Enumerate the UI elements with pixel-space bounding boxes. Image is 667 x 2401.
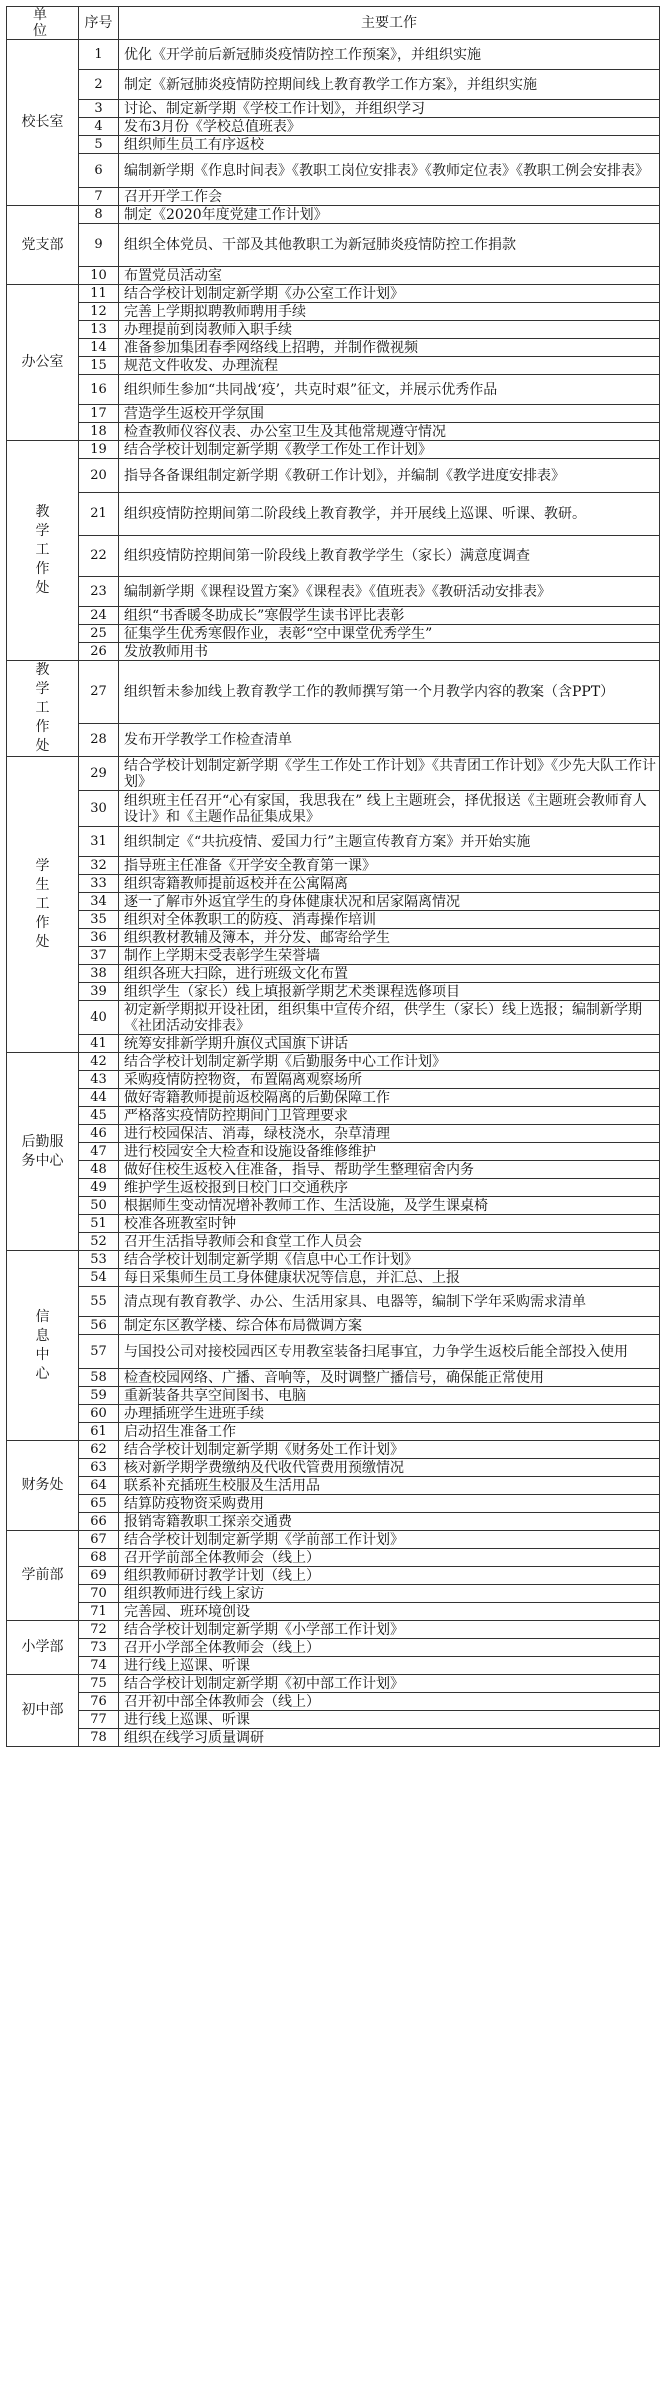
task-text: 规范文件收发、办理流程 xyxy=(119,357,660,375)
task-number: 22 xyxy=(79,536,119,577)
unit-cell: 信息中心 xyxy=(7,1251,79,1441)
task-number: 41 xyxy=(79,1035,119,1053)
task-text: 发布3月份《学校总值班表》 xyxy=(119,118,660,136)
work-plan-table xyxy=(6,6,660,1747)
table-row xyxy=(7,1711,660,1729)
task-number: 31 xyxy=(79,827,119,857)
task-number: 19 xyxy=(79,441,119,459)
table-row xyxy=(7,875,660,893)
task-text: 布置党员活动室 xyxy=(119,267,660,285)
unit-cell: 后勤服务中心 xyxy=(7,1053,79,1251)
task-number: 17 xyxy=(79,405,119,423)
table-row xyxy=(7,577,660,607)
task-text: 进行线上巡课、听课 xyxy=(119,1711,660,1729)
task-number: 12 xyxy=(79,303,119,321)
task-text: 联系补充插班生校服及生活用品 xyxy=(119,1477,660,1495)
table-row xyxy=(7,983,660,1001)
table-row xyxy=(7,1317,660,1335)
task-number: 59 xyxy=(79,1387,119,1405)
task-number: 10 xyxy=(79,267,119,285)
task-number: 76 xyxy=(79,1693,119,1711)
task-number: 66 xyxy=(79,1513,119,1531)
task-text: 采购疫情防控物资，布置隔离观察场所 xyxy=(119,1071,660,1089)
table-row xyxy=(7,1035,660,1053)
task-text: 重新装备共享空间图书、电脑 xyxy=(119,1387,660,1405)
task-text: 每日采集师生员工身体健康状况等信息，并汇总、上报 xyxy=(119,1269,660,1287)
header-task: 主要工作 xyxy=(119,7,660,40)
table-row xyxy=(7,459,660,493)
table-row xyxy=(7,40,660,70)
unit-cell: 学生工作处 xyxy=(7,757,79,1053)
task-text: 办理插班学生进班手续 xyxy=(119,1405,660,1423)
task-text: 指导各备课组制定新学期《教研工作计划》，并编制《教学进度安排表》 xyxy=(119,459,660,493)
unit-cell: 学前部 xyxy=(7,1531,79,1621)
task-number: 72 xyxy=(79,1621,119,1639)
table-row xyxy=(7,791,660,827)
table-row xyxy=(7,1639,660,1657)
table-row xyxy=(7,441,660,459)
task-text: 召开开学工作会 xyxy=(119,188,660,206)
task-text: 组织师生员工有序返校 xyxy=(119,136,660,154)
task-number: 77 xyxy=(79,1711,119,1729)
table-row xyxy=(7,607,660,625)
task-text: 结算防疫物资采购费用 xyxy=(119,1495,660,1513)
table-row xyxy=(7,929,660,947)
table-row xyxy=(7,661,660,724)
task-text: 做好寄籍教师提前返校隔离的后勤保障工作 xyxy=(119,1089,660,1107)
task-text: 结合学校计划制定新学期《学前部工作计划》 xyxy=(119,1531,660,1549)
task-number: 56 xyxy=(79,1317,119,1335)
task-number: 18 xyxy=(79,423,119,441)
task-number: 1 xyxy=(79,40,119,70)
task-text: 严格落实疫情防控期间门卫管理要求 xyxy=(119,1107,660,1125)
table-row xyxy=(7,405,660,423)
task-text: 核对新学期学费缴纳及代收代管费用预缴情况 xyxy=(119,1459,660,1477)
table-row xyxy=(7,100,660,118)
task-text: 组织“书香暖冬助成长”寒假学生读书评比表彰 xyxy=(119,607,660,625)
task-number: 50 xyxy=(79,1197,119,1215)
task-text: 组织师生参加“共同战‘疫’，共克时艰”征文，并展示优秀作品 xyxy=(119,375,660,405)
table-row xyxy=(7,893,660,911)
table-row xyxy=(7,857,660,875)
task-text: 结合学校计划制定新学期《办公室工作计划》 xyxy=(119,285,660,303)
table-row xyxy=(7,965,660,983)
table-row xyxy=(7,1143,660,1161)
task-text: 进行线上巡课、听课 xyxy=(119,1657,660,1675)
task-number: 5 xyxy=(79,136,119,154)
work-plan-sheet xyxy=(6,6,659,1747)
task-number: 73 xyxy=(79,1639,119,1657)
task-number: 16 xyxy=(79,375,119,405)
task-number: 55 xyxy=(79,1287,119,1317)
table-row xyxy=(7,536,660,577)
table-row xyxy=(7,493,660,536)
task-number: 57 xyxy=(79,1335,119,1369)
task-number: 27 xyxy=(79,661,119,724)
table-row xyxy=(7,1071,660,1089)
header-row xyxy=(7,7,660,40)
task-text: 组织制定《“共抗疫情、爱国力行”主题宣传教育方案》并开始实施 xyxy=(119,827,660,857)
task-number: 70 xyxy=(79,1585,119,1603)
table-row xyxy=(7,423,660,441)
task-text: 准备参加集团春季网络线上招聘，并制作微视频 xyxy=(119,339,660,357)
task-text: 清点现有教育教学、办公、生活用家具、电器等，编制下学年采购需求清单 xyxy=(119,1287,660,1317)
task-number: 60 xyxy=(79,1405,119,1423)
table-row xyxy=(7,1369,660,1387)
unit-cell: 财务处 xyxy=(7,1441,79,1531)
unit-cell: 教学工作处 xyxy=(7,441,79,661)
unit-cell: 办公室 xyxy=(7,285,79,441)
unit-cell: 教学工作处 xyxy=(7,661,79,757)
table-row xyxy=(7,70,660,100)
task-text: 召开生活指导教师会和食堂工作人员会 xyxy=(119,1233,660,1251)
task-text: 维护学生返校报到日校门口交通秩序 xyxy=(119,1179,660,1197)
table-row xyxy=(7,757,660,791)
task-number: 45 xyxy=(79,1107,119,1125)
table-row xyxy=(7,1459,660,1477)
table-row xyxy=(7,154,660,188)
table-row xyxy=(7,1269,660,1287)
table-row xyxy=(7,1513,660,1531)
table-row xyxy=(7,1089,660,1107)
task-text: 组织教师研讨教学计划（线上） xyxy=(119,1567,660,1585)
header-number: 序号 xyxy=(79,7,119,40)
table-row xyxy=(7,285,660,303)
table-row xyxy=(7,1495,660,1513)
task-text: 指导班主任准备《开学安全教育第一课》 xyxy=(119,857,660,875)
table-row xyxy=(7,1387,660,1405)
task-text: 召开学前部全体教师会（线上） xyxy=(119,1549,660,1567)
task-text: 结合学校计划制定新学期《信息中心工作计划》 xyxy=(119,1251,660,1269)
table-row xyxy=(7,1549,660,1567)
task-text: 组织班主任召开“心有家国，我思我在” 线上主题班会，择优报送《主题班会教师育人设计》和《主题作品征集成果》 xyxy=(119,791,660,827)
task-text: 组织教材教辅及簿本，并分发、邮寄给学生 xyxy=(119,929,660,947)
task-text: 组织对全体教职工的防疫、消毒操作培训 xyxy=(119,911,660,929)
task-text: 根据师生变动情况增补教师工作、生活设施，及学生课桌椅 xyxy=(119,1197,660,1215)
table-row xyxy=(7,1179,660,1197)
table-row xyxy=(7,1053,660,1071)
task-text: 逐一了解市外返宜学生的身体健康状况和居家隔离情况 xyxy=(119,893,660,911)
task-number: 78 xyxy=(79,1729,119,1747)
task-number: 33 xyxy=(79,875,119,893)
header-unit: 单 位 xyxy=(7,7,79,40)
task-number: 15 xyxy=(79,357,119,375)
task-text: 制定《新冠肺炎疫情防控期间线上教育教学工作方案》，并组织实施 xyxy=(119,70,660,100)
task-text: 启动招生准备工作 xyxy=(119,1423,660,1441)
task-number: 62 xyxy=(79,1441,119,1459)
task-number: 61 xyxy=(79,1423,119,1441)
table-row xyxy=(7,1287,660,1317)
task-number: 6 xyxy=(79,154,119,188)
task-number: 37 xyxy=(79,947,119,965)
task-text: 组织各班大扫除，进行班级文化布置 xyxy=(119,965,660,983)
table-row xyxy=(7,357,660,375)
unit-cell: 校长室 xyxy=(7,40,79,206)
task-number: 8 xyxy=(79,206,119,224)
task-text: 进行校园安全大检查和设施设备维修维护 xyxy=(119,1143,660,1161)
task-number: 47 xyxy=(79,1143,119,1161)
task-number: 49 xyxy=(79,1179,119,1197)
task-text: 征集学生优秀寒假作业，表彰“空中课堂优秀学生” xyxy=(119,625,660,643)
task-text: 结合学校计划制定新学期《学生工作处工作计划》《共青团工作计划》《少先大队工作计划》 xyxy=(119,757,660,791)
task-number: 53 xyxy=(79,1251,119,1269)
table-row xyxy=(7,911,660,929)
table-row xyxy=(7,1657,660,1675)
task-text: 组织寄籍教师提前返校并在公寓隔离 xyxy=(119,875,660,893)
task-text: 组织教师进行线上家访 xyxy=(119,1585,660,1603)
table-body xyxy=(7,40,660,1747)
task-number: 54 xyxy=(79,1269,119,1287)
table-row xyxy=(7,267,660,285)
table-row xyxy=(7,118,660,136)
task-number: 4 xyxy=(79,118,119,136)
table-row xyxy=(7,303,660,321)
table-row xyxy=(7,321,660,339)
table-row xyxy=(7,339,660,357)
task-number: 11 xyxy=(79,285,119,303)
task-text: 结合学校计划制定新学期《后勤服务中心工作计划》 xyxy=(119,1053,660,1071)
task-number: 29 xyxy=(79,757,119,791)
table-row xyxy=(7,1215,660,1233)
table-row xyxy=(7,1567,660,1585)
task-text: 办理提前到岗教师入职手续 xyxy=(119,321,660,339)
task-number: 20 xyxy=(79,459,119,493)
task-number: 51 xyxy=(79,1215,119,1233)
task-number: 58 xyxy=(79,1369,119,1387)
task-number: 68 xyxy=(79,1549,119,1567)
task-number: 74 xyxy=(79,1657,119,1675)
task-text: 优化《开学前后新冠肺炎疫情防控工作预案》，并组织实施 xyxy=(119,40,660,70)
task-number: 42 xyxy=(79,1053,119,1071)
task-text: 召开初中部全体教师会（线上） xyxy=(119,1693,660,1711)
task-text: 编制新学期《课程设置方案》《课程表》《值班表》《教研活动安排表》 xyxy=(119,577,660,607)
task-number: 13 xyxy=(79,321,119,339)
table-row xyxy=(7,723,660,756)
table-row xyxy=(7,1531,660,1549)
table-row xyxy=(7,1603,660,1621)
task-number: 65 xyxy=(79,1495,119,1513)
table-row xyxy=(7,1197,660,1215)
task-text: 组织在线学习质量调研 xyxy=(119,1729,660,1747)
task-number: 48 xyxy=(79,1161,119,1179)
task-number: 14 xyxy=(79,339,119,357)
table-row xyxy=(7,1161,660,1179)
task-number: 75 xyxy=(79,1675,119,1693)
task-text: 制定《2020年度党建工作计划》 xyxy=(119,206,660,224)
task-text: 组织疫情防控期间第一阶段线上教育教学学生（家长）满意度调查 xyxy=(119,536,660,577)
task-number: 25 xyxy=(79,625,119,643)
table-row xyxy=(7,947,660,965)
task-text: 完善园、班环境创设 xyxy=(119,1603,660,1621)
task-text: 组织学生（家长）线上填报新学期艺术类课程选修项目 xyxy=(119,983,660,1001)
task-text: 制作上学期末受表彰学生荣誉墙 xyxy=(119,947,660,965)
task-text: 营造学生返校开学氛围 xyxy=(119,405,660,423)
task-number: 2 xyxy=(79,70,119,100)
task-text: 结合学校计划制定新学期《小学部工作计划》 xyxy=(119,1621,660,1639)
task-text: 发布开学教学工作检查清单 xyxy=(119,723,660,756)
task-number: 23 xyxy=(79,577,119,607)
task-number: 46 xyxy=(79,1125,119,1143)
task-number: 3 xyxy=(79,100,119,118)
task-text: 讨论、制定新学期《学校工作计划》，并组织学习 xyxy=(119,100,660,118)
task-number: 9 xyxy=(79,224,119,267)
table-row xyxy=(7,827,660,857)
task-text: 结合学校计划制定新学期《教学工作处工作计划》 xyxy=(119,441,660,459)
task-number: 26 xyxy=(79,643,119,661)
task-number: 67 xyxy=(79,1531,119,1549)
table-row xyxy=(7,1423,660,1441)
task-number: 32 xyxy=(79,857,119,875)
task-text: 完善上学期拟聘教师聘用手续 xyxy=(119,303,660,321)
task-number: 38 xyxy=(79,965,119,983)
task-number: 69 xyxy=(79,1567,119,1585)
table-row xyxy=(7,1729,660,1747)
task-text: 组织全体党员、干部及其他教职工为新冠肺炎疫情防控工作捐款 xyxy=(119,224,660,267)
task-text: 结合学校计划制定新学期《财务处工作计划》 xyxy=(119,1441,660,1459)
table-row xyxy=(7,1693,660,1711)
task-text: 制定东区教学楼、综合体布局微调方案 xyxy=(119,1317,660,1335)
task-number: 35 xyxy=(79,911,119,929)
table-row xyxy=(7,188,660,206)
table-row xyxy=(7,1585,660,1603)
task-number: 34 xyxy=(79,893,119,911)
unit-cell: 小学部 xyxy=(7,1621,79,1675)
task-number: 39 xyxy=(79,983,119,1001)
table-row xyxy=(7,375,660,405)
task-number: 71 xyxy=(79,1603,119,1621)
table-row xyxy=(7,1233,660,1251)
table-row xyxy=(7,1477,660,1495)
task-text: 检查校园网络、广播、音响等，及时调整广播信号，确保能正常使用 xyxy=(119,1369,660,1387)
table-row xyxy=(7,136,660,154)
task-text: 与国投公司对接校园西区专用教室装备扫尾事宜，力争学生返校后能全部投入使用 xyxy=(119,1335,660,1369)
task-text: 检查教师仪容仪表、办公室卫生及其他常规遵守情况 xyxy=(119,423,660,441)
table-row xyxy=(7,643,660,661)
table-row xyxy=(7,1441,660,1459)
task-number: 7 xyxy=(79,188,119,206)
task-text: 报销寄籍教职工探亲交通费 xyxy=(119,1513,660,1531)
table-row xyxy=(7,224,660,267)
task-text: 校准各班教室时钟 xyxy=(119,1215,660,1233)
table-row xyxy=(7,625,660,643)
task-text: 组织疫情防控期间第二阶段线上教育教学，并开展线上巡课、听课、教研。 xyxy=(119,493,660,536)
task-text: 组织暂未参加线上教育教学工作的教师撰写第一个月教学内容的教案（含PPT） xyxy=(119,661,660,724)
task-number: 21 xyxy=(79,493,119,536)
task-text: 进行校园保洁、消毒，绿枝浇水，杂草清理 xyxy=(119,1125,660,1143)
table-row xyxy=(7,1675,660,1693)
table-row xyxy=(7,1335,660,1369)
table-row xyxy=(7,1125,660,1143)
task-number: 43 xyxy=(79,1071,119,1089)
task-text: 初定新学期拟开设社团，组织集中宣传介绍，供学生（家长）线上选报；编制新学期《社团活动安排表》 xyxy=(119,1001,660,1035)
unit-cell: 初中部 xyxy=(7,1675,79,1747)
task-text: 结合学校计划制定新学期《初中部工作计划》 xyxy=(119,1675,660,1693)
task-number: 63 xyxy=(79,1459,119,1477)
unit-cell: 党支部 xyxy=(7,206,79,285)
task-number: 64 xyxy=(79,1477,119,1495)
task-text: 编制新学期《作息时间表》《教职工岗位安排表》《教师定位表》《教职工例会安排表》 xyxy=(119,154,660,188)
task-number: 52 xyxy=(79,1233,119,1251)
task-text: 召开小学部全体教师会（线上） xyxy=(119,1639,660,1657)
task-number: 28 xyxy=(79,723,119,756)
table-row xyxy=(7,206,660,224)
task-number: 30 xyxy=(79,791,119,827)
table-row xyxy=(7,1405,660,1423)
task-text: 统筹安排新学期升旗仪式国旗下讲话 xyxy=(119,1035,660,1053)
task-number: 24 xyxy=(79,607,119,625)
table-row xyxy=(7,1107,660,1125)
table-row xyxy=(7,1251,660,1269)
task-number: 40 xyxy=(79,1001,119,1035)
table-row xyxy=(7,1621,660,1639)
task-number: 44 xyxy=(79,1089,119,1107)
task-text: 做好住校生返校入住准备，指导、帮助学生整理宿舍内务 xyxy=(119,1161,660,1179)
task-number: 36 xyxy=(79,929,119,947)
task-text: 发放教师用书 xyxy=(119,643,660,661)
table-row xyxy=(7,1001,660,1035)
